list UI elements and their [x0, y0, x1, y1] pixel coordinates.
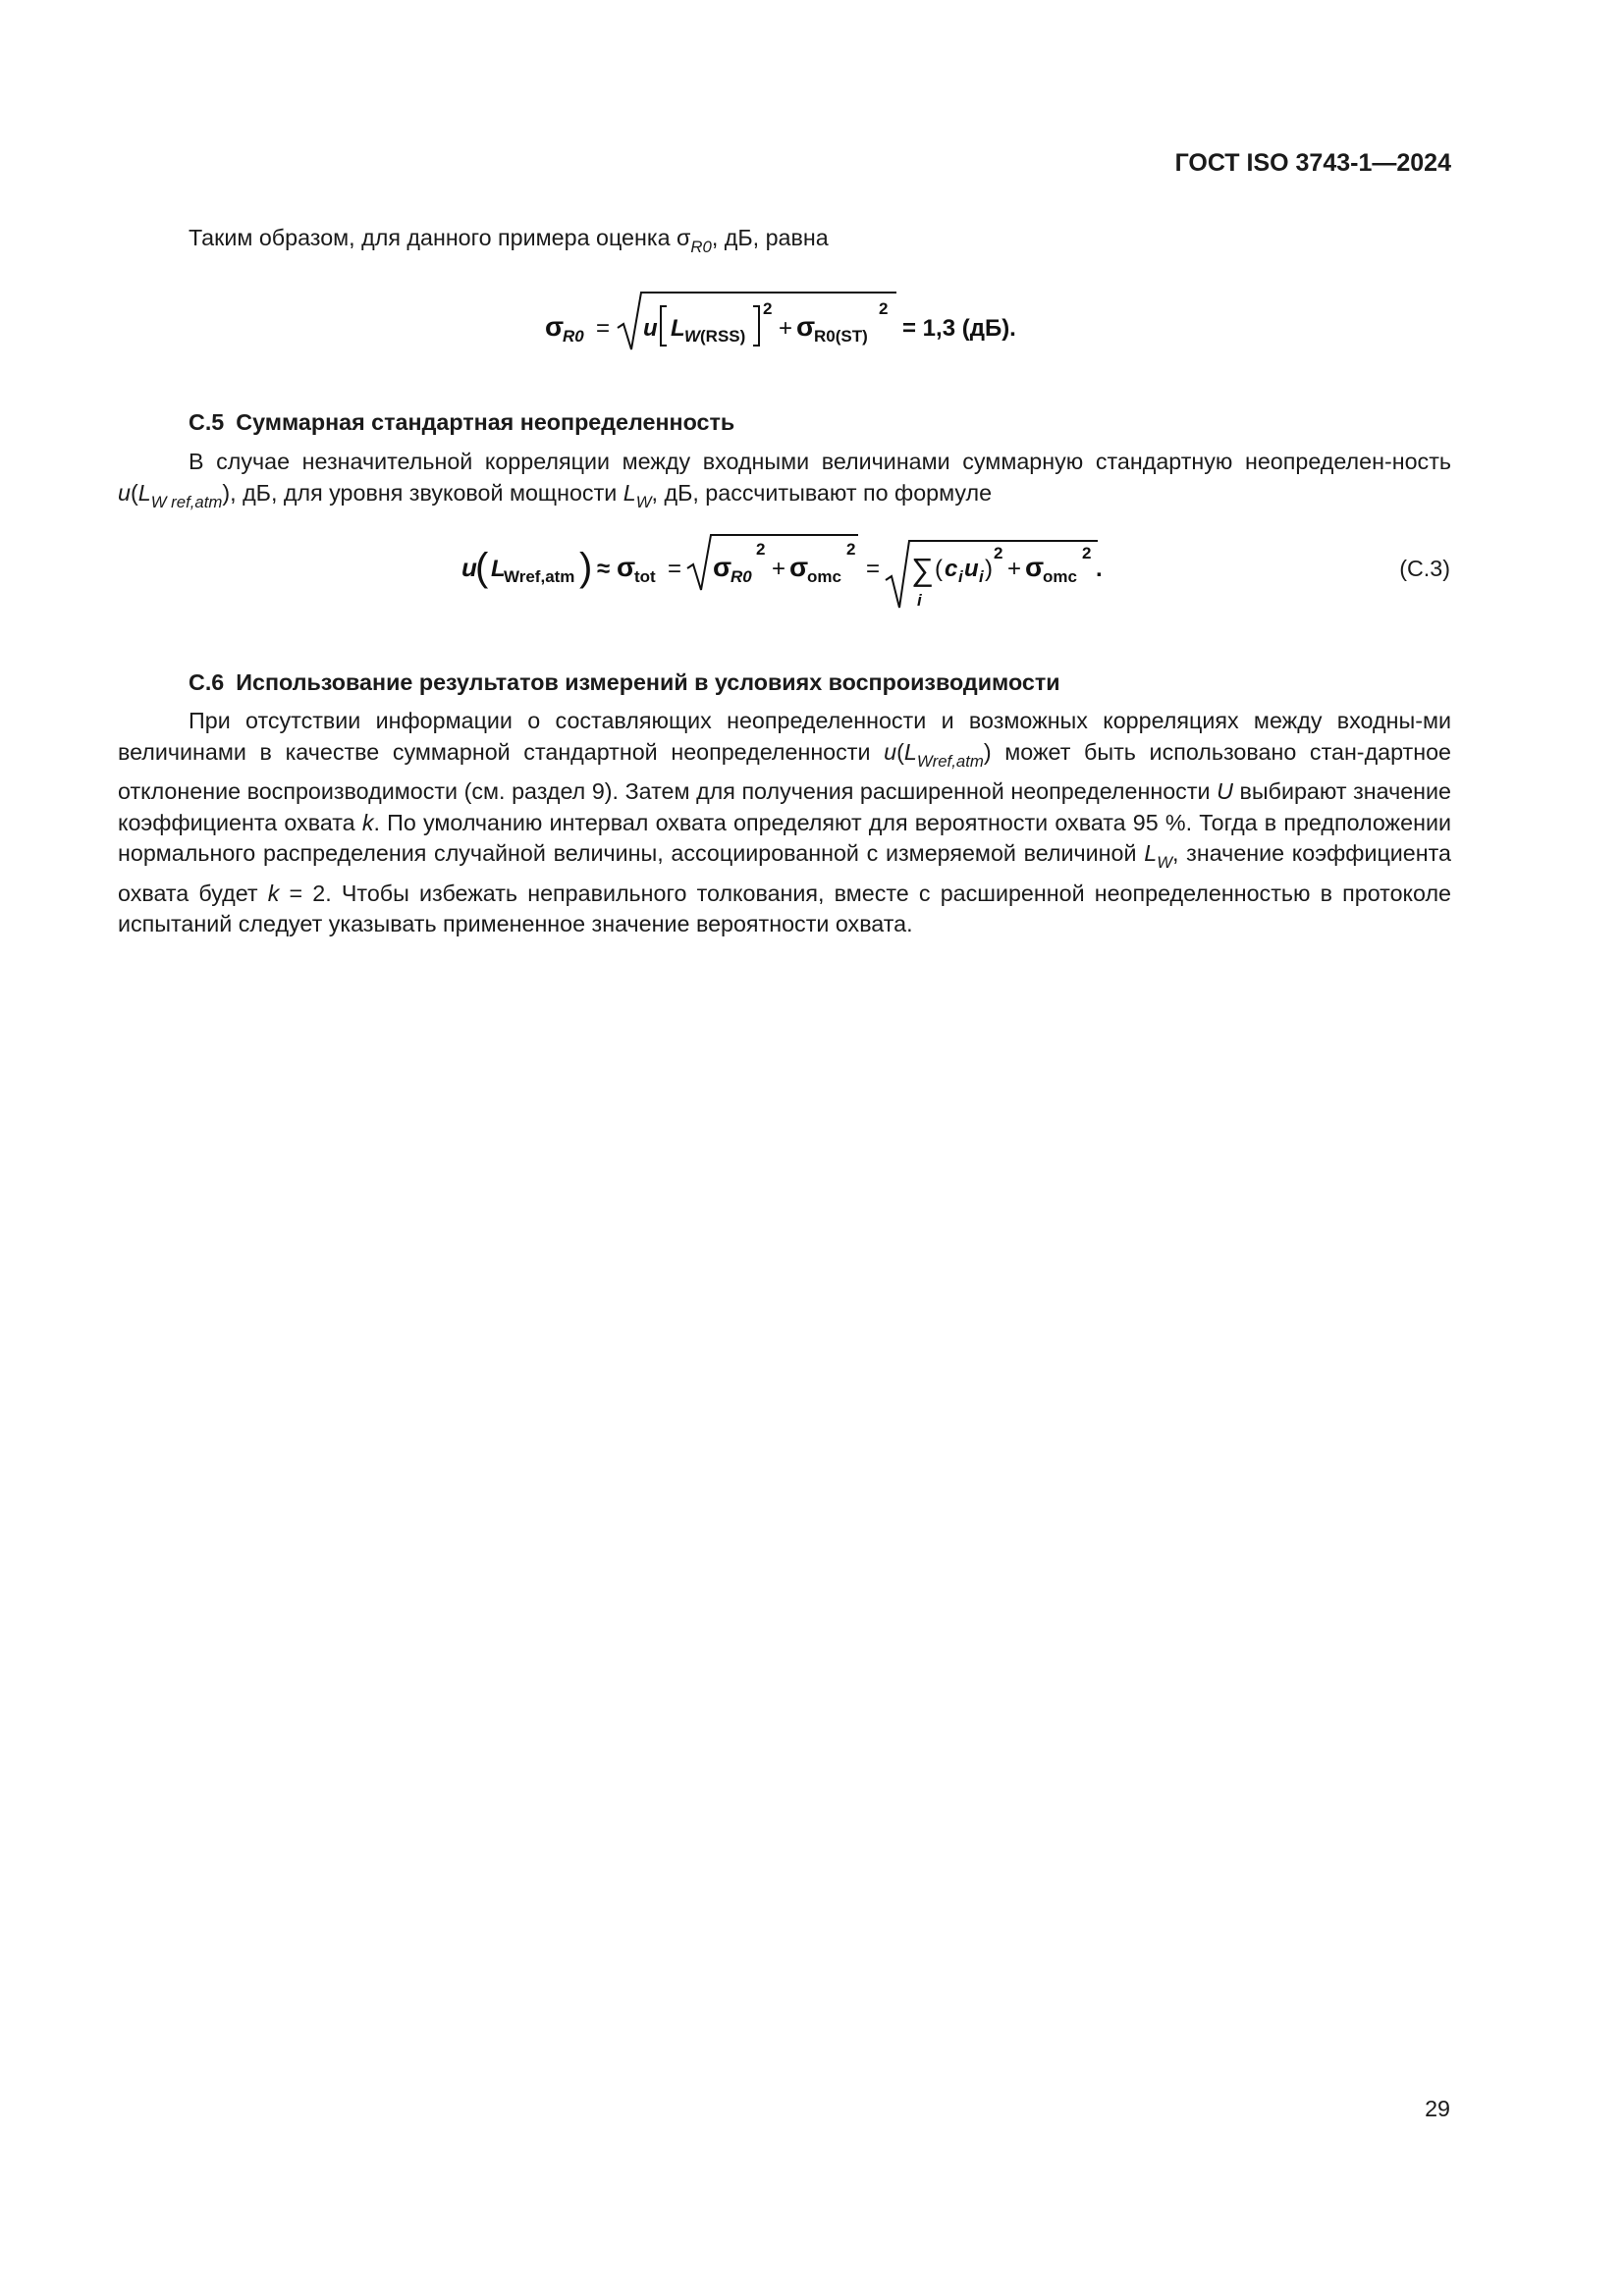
- c6-L2-sub: W: [1157, 853, 1173, 873]
- f2-ui: u: [964, 556, 979, 582]
- f1-right-bracket-icon: [753, 306, 759, 346]
- f2-approx: ≈: [597, 556, 611, 582]
- f1-plus: +: [779, 315, 793, 342]
- f2-sigma-r0: σ: [713, 552, 732, 582]
- f2-sigma-tot: σ: [617, 552, 636, 582]
- formula-c3-svg: [461, 535, 1129, 623]
- c5-L: L: [137, 479, 151, 506]
- f2-ui-sub: i: [979, 567, 984, 586]
- f1-left-bracket-icon: [661, 306, 667, 346]
- c5-text-b: (: [130, 479, 138, 506]
- equation-number: (С.3): [1399, 556, 1450, 581]
- f1-sigma2: σ: [796, 311, 816, 342]
- intro-subscript: R0: [690, 238, 712, 257]
- f1-L-sub-rss: (RSS): [700, 327, 746, 346]
- c6-text-f: , значение коэффициента охвата будет: [118, 840, 1451, 906]
- f1-result: = 1,3 (дБ).: [902, 315, 1016, 342]
- f2-c-sub: i: [958, 567, 963, 586]
- f1-L: L: [671, 315, 685, 342]
- page-number: 29: [1425, 2096, 1450, 2121]
- c5-u: u: [118, 479, 131, 506]
- f2-eq1: =: [668, 556, 682, 582]
- f2-sq4: 2: [1082, 544, 1092, 562]
- formula-c3: [461, 535, 1129, 629]
- f2-lparen: (: [475, 546, 489, 589]
- c6-L: L: [903, 738, 917, 765]
- c6-L-sub: [917, 752, 984, 771]
- c6-text-c: ) может быть использовано стан-дартное отклонение воспроизводимости (см. раздел 9). Затем для получения расширенной неопределенности: [118, 738, 1452, 805]
- c6-k2: k: [267, 880, 280, 906]
- section-c5-number: С.5: [189, 409, 225, 435]
- c6-text-b: (: [896, 738, 904, 765]
- formula-sigma-r0: [545, 285, 1036, 369]
- f2-rparen2: ): [985, 556, 993, 582]
- c5-L-sub-text: W ref,atm: [150, 492, 223, 511]
- f1-sigma: σ: [545, 311, 565, 342]
- f2-sq1: 2: [756, 540, 766, 559]
- f1-u: u: [643, 315, 658, 342]
- section-c6-paragraph: [118, 706, 1451, 940]
- section-c6-number: С.6: [189, 669, 225, 695]
- f1-L-sub-w: W: [684, 327, 701, 346]
- c6-U: U: [1217, 778, 1233, 805]
- f2-sum-icon: ∑: [911, 552, 934, 587]
- c5-L-sub: [151, 493, 223, 511]
- f2-r0-sub: R0: [731, 567, 752, 586]
- f2-tot: tot: [634, 567, 656, 586]
- section-c5-heading: [189, 409, 734, 436]
- f2-plus2: +: [1007, 556, 1022, 582]
- c5-text-d: , дБ, рассчитывают по формуле: [651, 479, 993, 506]
- f1-sigma2-sub: R0(ST): [814, 327, 868, 346]
- intro-line: [189, 225, 829, 257]
- f2-sigma-omc2: σ: [1025, 552, 1045, 582]
- c6-text-e: . По умолчанию интервал охвата определяют для вероятности охвата 95 %. Тогда в предположении нормального распределения случайной величины, ассоциированной с измеряемой величиной: [118, 809, 1451, 867]
- f2-L-sub: Wref,atm: [504, 567, 575, 586]
- f2-L: L: [491, 556, 506, 582]
- c5-text-c: ), дБ, для уровня звуковой мощности: [222, 479, 623, 506]
- f2-plus1: +: [772, 556, 786, 582]
- section-c5-paragraph: [118, 447, 1451, 517]
- section-c5-title: Суммарная стандартная неопределенность: [236, 409, 735, 435]
- formula-sigma-r0-svg: [545, 285, 1036, 363]
- section-c6-heading: [189, 669, 1060, 696]
- c6-text-g: = 2. Чтобы избежать неправильного толкования, вместе с расширенной неопределенностью в протоколе испытаний следует указывать примененное значение вероятности охвата.: [118, 880, 1451, 937]
- f2-lparen2: (: [935, 556, 943, 582]
- f2-omc: omc: [807, 567, 841, 586]
- f1-sq2: 2: [879, 299, 889, 318]
- f1-sigma-sub: R0: [563, 327, 584, 346]
- c6-L2: L: [1144, 840, 1158, 867]
- document-standard-header: ГОСТ ISO 3743-1—2024: [1174, 149, 1451, 177]
- f2-c: c: [945, 556, 958, 582]
- section-c6-title: Использование результатов измерений в условиях воспроизводимости: [236, 669, 1060, 695]
- c5-L2: L: [623, 479, 636, 506]
- f2-sigma-omc: σ: [789, 552, 809, 582]
- f2-end: .: [1096, 556, 1103, 582]
- c5-L2-sub: W: [635, 492, 652, 511]
- f2-sq3: 2: [994, 544, 1003, 562]
- f2-u: u: [461, 553, 477, 582]
- f1-sq1: 2: [763, 299, 773, 318]
- f2-eq2: =: [866, 556, 881, 582]
- f2-sum-index: i: [917, 591, 922, 610]
- intro-text: Таким образом, для данного примера оценка σ: [189, 225, 691, 250]
- intro-text-end: , дБ, равна: [711, 225, 829, 250]
- f2-rparen: ): [579, 546, 593, 589]
- c6-k: k: [361, 809, 374, 835]
- c6-u: u: [884, 738, 897, 765]
- c5-text-a: В случае незначительной корреляции между входными величинами суммарную стандартную неопределен-ность: [189, 449, 1451, 474]
- c6-L-sub-text: Wref,atm: [916, 751, 984, 771]
- c6-text-a: При отсутствии информации о составляющих неопределенности и возможных корреляциях между входны-ми величинами в качестве суммарной стандартной неопределенности: [118, 708, 1451, 765]
- f2-omc2: omc: [1043, 567, 1077, 586]
- c6-text-d: выбирают значение коэффициента охвата: [118, 778, 1451, 835]
- f1-eq: =: [596, 315, 611, 342]
- f2-sq2: 2: [846, 540, 856, 559]
